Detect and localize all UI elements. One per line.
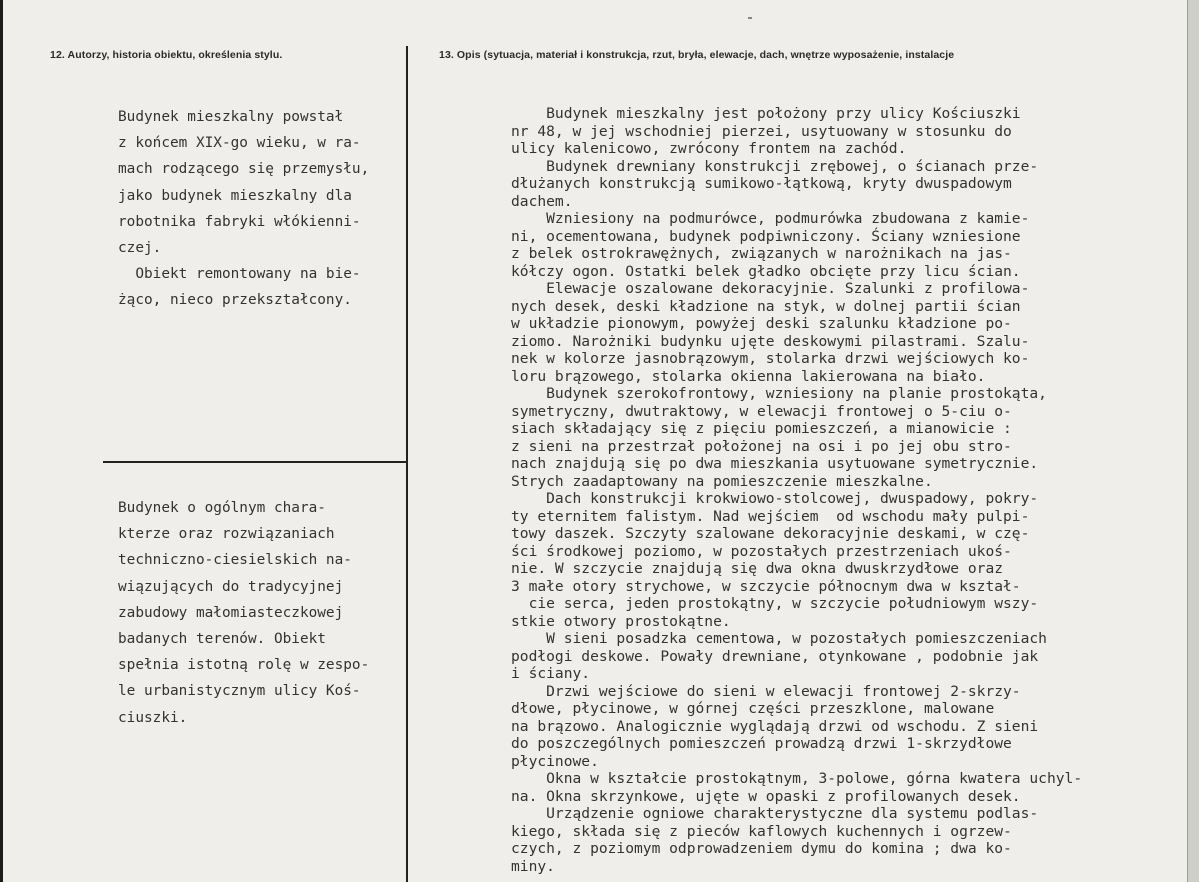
text-line: techniczno-ciesielskich na- [118,552,352,569]
text-line: towy daszek. Szczyty szalowane dekoracyjnie deskami, w czę- [511,525,1030,542]
text-line: czej. [118,239,162,256]
text-line: dachem. [511,192,573,210]
text-line: i ściany. [511,665,591,682]
text-line: stkie otwory prostokątne. [511,612,731,630]
text-line: kółczy ogon. Ostatki belek gładko obcięte przy licu ścian. [511,262,1021,280]
text-line: siach składający się z pięciu pomieszczeń, a mianowicie : [511,420,1012,437]
style-assessment-text [118,495,369,731]
text-line: Budynek szerokofrontowy, wzniesiony na planie prostokąta, [511,385,1047,402]
text-line: dłowe, płycinowe, w górnej części przeszklone, malowane [511,700,995,717]
authors-history-text [118,104,369,314]
text-line: Dach konstrukcji krokwiowo-stolcowej, dwuspadowy, pokry- [511,490,1039,507]
text-line: Obiekt remontowany na bie- [118,266,361,283]
text-line: dłużanych konstrukcją sumikowo-łątkową, kryty dwuspadowym [511,175,1012,192]
text-line: nek w kolorze jasnobrązowym, stolarka drzwi wejściowych ko- [511,350,1030,367]
text-line: płycinowe. [511,752,599,770]
text-line: do poszczególnych pomieszczeń prowadzą drzwi 1-skrzydłowe [511,735,1012,752]
text-line: nr 48, w jej wschodniej pierzei, usytuowany w stosunku do [511,122,1012,140]
text-line: Elewacje oszalowane dekoracyjnie. Szalunki z profilowa- [511,280,1030,297]
document-page [3,0,1187,882]
scan-right-edge [1187,0,1199,882]
text-line: Wzniesiony na podmurówce, podmurówka zbudowana z kamie- [511,210,1030,227]
text-line: badanych terenów. Obiekt [118,630,326,647]
text-line: ści środkowej poziomo, w pozostałych przestrzeniach ukoś- [511,542,1012,560]
text-line: Strych zaadaptowany na pomieszczenie mieszkalne. [511,472,933,490]
text-line: ziomo. Narożniki budynku ujęte deskowymi pilastrami. Szalu- [511,332,1030,350]
text-line: z belek ostrokrawężnych, związanych w narożnikach na jas- [511,245,1012,262]
text-line: Okna w kształcie prostokątnym, 3-polowe, górna kwatera uchyl- [511,770,1083,787]
text-line: ty eternitem falistym. Nad wejściem od wschodu mały pulpi- [511,507,1030,525]
text-line: miny. [511,857,555,875]
text-line: z sieni na przestrzał położonej na osi i po jej obu stro- [511,437,1012,455]
scan-left-edge [0,0,3,882]
text-line: ulicy kalenicowo, zwrócony frontem na zachód. [511,140,907,157]
text-line: nach znajdują się po dwa mieszkania usytuowane symetrycznie. [511,455,1039,472]
text-line: czych, z poziomym odprowadzeniem dymu do komina ; dwa ko- [511,840,1012,857]
text-line: kterze oraz rozwiązaniach [118,526,335,543]
text-line: W sieni posadzka cementowa, w pozostałych pomieszczeniach [511,630,1047,647]
text-line: Drzwi wejściowe do sieni w elewacji frontowej 2-skrzy- [511,682,1021,700]
text-line: Budynek mieszkalny powstał [118,109,344,125]
text-line: 3 małe otory strychowe, w szczycie północnym dwa w kształ- [511,577,1021,595]
text-line: na brązowo. Analogicznie wyglądają drzwi od wschodu. Z sieni [511,717,1039,735]
text-line: podłogi deskowe. Powały drewniane, otynkowane , podobnie jak [511,647,1039,665]
text-line: Budynek drewniany konstrukcji zrębowej, o ścianach prze- [511,157,1039,175]
building-description-text [511,105,1082,875]
text-line: robotnika fabryki włókienni- [118,213,361,230]
paper-mark [748,17,752,19]
text-line: Urządzenie ogniowe charakterystyczne dla systemu podlas- [511,805,1039,822]
text-line: mach rodzącego się przemysłu, [118,161,370,178]
column-divider [406,46,408,882]
text-line: ciuszki. [118,709,188,726]
text-line: nych desek, deski kładzione na styk, w dolnej partii ścian [511,297,1021,315]
text-line: w układzie pionowym, powyżej deski szalunku kładzione po- [511,315,1012,332]
left-section-divider [103,461,408,463]
text-line: spełnia istotną rolę w zespo- [118,657,370,674]
text-line: na. Okna skrzynkowe, ujęte w opaski z profilowanych desek. [511,787,1021,805]
section-12-header: 12. Autorzy, historia obiektu, określenia stylu. [50,49,283,61]
text-line: jako budynek mieszkalny dla [118,187,352,204]
text-line: cie serca, jeden prostokątny, w szczycie południowym wszy- [511,595,1039,612]
text-line: Budynek o ogólnym chara- [118,500,326,516]
text-line: kiego, składa się z pieców kaflowych kuchennych i ogrzew- [511,822,1012,840]
text-line: zabudowy małomiasteczkowej [118,604,344,621]
text-line: Budynek mieszkalny jest położony przy ulicy Kościuszki [511,105,1021,122]
text-line: nie. W szczycie znajdują się dwa okna dwuskrzydłowe oraz [511,560,1004,577]
text-line: ni, ocementowana, budynek podpiwniczony. Ściany wzniesione [511,227,1021,245]
text-line: z końcem XIX-go wieku, w ra- [118,135,361,152]
text-line: loru brązowego, stolarka okienna lakierowana na biało. [511,367,986,385]
text-line: wiązujących do tradycyjnej [118,578,344,595]
section-13-header: 13. Opis (sytuacja, materiał i konstrukcja, rzut, bryła, elewacje, dach, wnętrze wyposażenie, instalacje [439,49,955,61]
text-line: symetryczny, dwutraktowy, w elewacji frontowej o 5-ciu o- [511,402,1012,420]
text-line: żąco, nieco przekształcony. [118,292,352,309]
text-line: le urbanistycznym ulicy Koś- [118,683,361,700]
